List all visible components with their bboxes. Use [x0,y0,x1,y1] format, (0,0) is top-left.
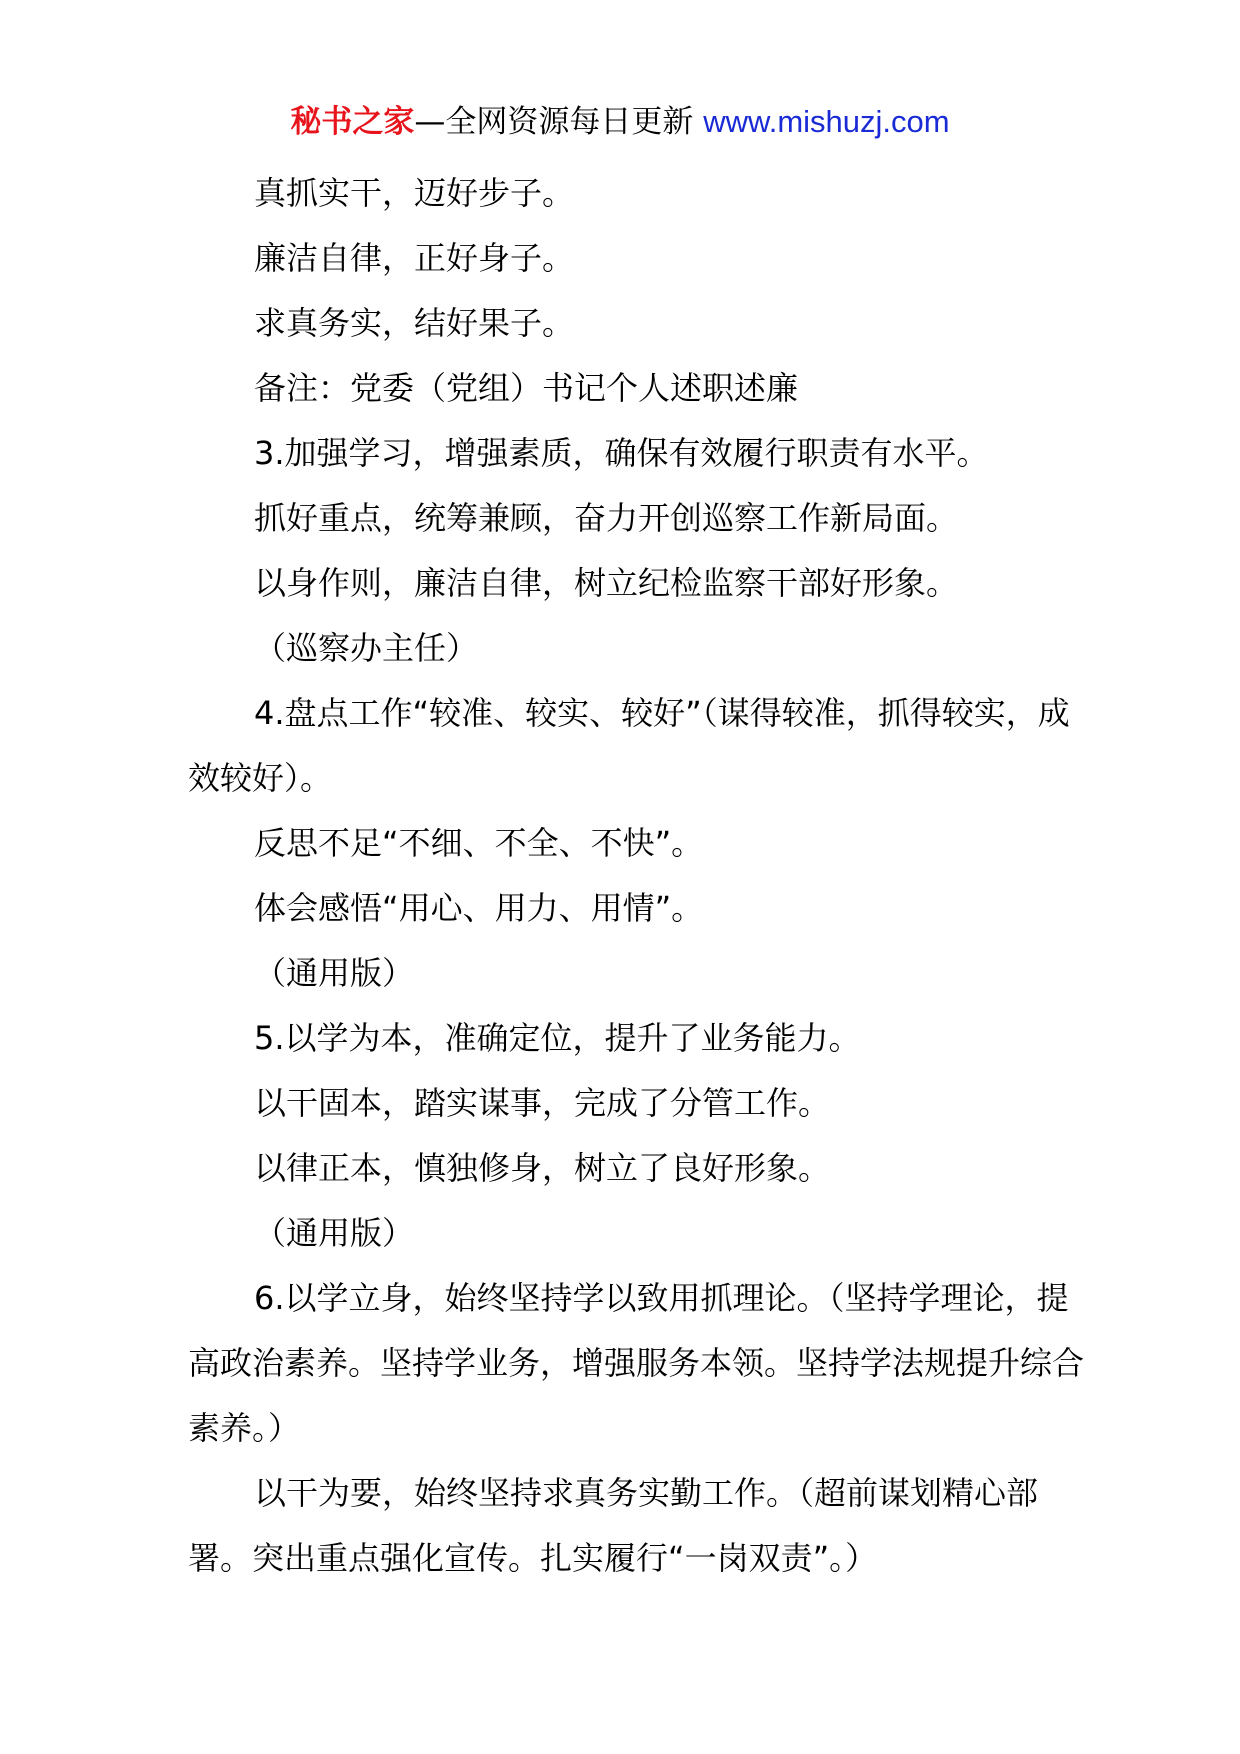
paragraph: 抓好重点，统筹兼顾，奋力开创巡察工作新局面。 [254,499,959,537]
paragraph: 以律正本，慎独修身，树立了良好形象。 [254,1149,831,1187]
site-url-link[interactable]: www.mishuzj.com [703,104,950,139]
paragraph: 4.盘点工作“较准、较实、较好”（谋得较准，抓得较实，成效较好）。 [188,694,1070,797]
paragraph: 求真务实，结好果子。 [254,304,575,342]
paragraph: 5.以学为本，准确定位，提升了业务能力。 [254,1019,861,1057]
paragraph: 以身作则，廉洁自律，树立纪检监察干部好形象。 [254,564,959,602]
paragraph: 3.加强学习，增强素质，确保有效履行职责有水平。 [254,434,989,472]
header-tagline: —全网资源每日更新 [414,104,694,140]
brand-name: 秘书之家 [290,104,415,140]
paragraph: 体会感悟“用心、用力、用情”。 [254,889,704,927]
paragraph: 廉洁自律，正好身子。 [254,239,575,277]
paragraph: 真抓实干，迈好步子。 [254,174,575,212]
paragraph: 以干为要，始终坚持求真务实勤工作。（超前谋划精心部署。突出重点强化宣传。扎实履行“一岗双责”。） [188,1474,1039,1577]
document-body [188,161,1088,1591]
paragraph: （通用版） [254,1214,415,1252]
paragraph: 备注：党委（党组）书记个人述职述廉 [254,369,799,407]
paragraph: 反思不足“不细、不全、不快”。 [254,824,704,862]
paragraph: （巡察办主任） [254,629,479,667]
paragraph: 6.以学立身，始终坚持学以致用抓理论。（坚持学理论，提高政治素养。坚持学业务，增强服务本领。坚持学法规提升综合素养。） [188,1279,1085,1447]
site-header [0,100,1240,144]
paragraph: 以干固本，踏实谋事，完成了分管工作。 [254,1084,831,1122]
paragraph: （通用版） [254,954,415,992]
